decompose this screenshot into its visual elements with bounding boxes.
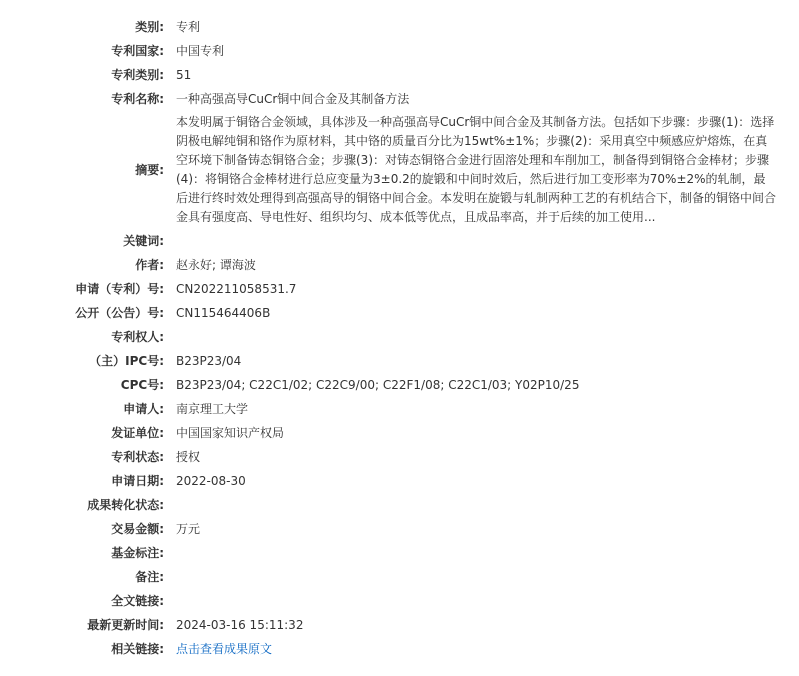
application-no-label: 申请（专利）号: [75, 282, 164, 296]
issuing-unit-label: 发证单位: [111, 426, 164, 440]
transaction-amount-label: 交易金额: [111, 522, 164, 536]
applicant-label: 申请人: [123, 402, 164, 416]
transfer-status-label: 成果转化状态: [87, 498, 164, 512]
row-keywords [0, 229, 799, 253]
patent-name-label: 专利名称: [111, 92, 164, 106]
row-transfer-status [0, 493, 799, 517]
main-ipc-value: B23P23/04 [176, 354, 242, 368]
publication-no-label: 公开（公告）号: [75, 306, 164, 320]
row-application-date [0, 469, 799, 493]
row-authors [0, 253, 799, 277]
patent-name-value: 一种高强高导CuCr铜中间合金及其制备方法 [176, 92, 410, 106]
fund-note-label: 基金标注: [111, 546, 164, 560]
category-value: 专利 [176, 20, 201, 34]
cpc-value: B23P23/04; C22C1/02; C22C9/00; C22F1/08; C22C1/03; Y02P10/25 [176, 378, 580, 392]
patent-type-value: 51 [176, 68, 192, 82]
authors-label: 作者: [135, 258, 164, 272]
row-abstract [0, 111, 799, 229]
patent-status-value: 授权 [176, 450, 201, 464]
application-date-value: 2022-08-30 [176, 474, 246, 488]
row-application-no [0, 277, 799, 301]
row-country [0, 39, 799, 63]
last-updated-value: 2024-03-16 15:11:32 [176, 618, 304, 632]
country-value: 中国专利 [176, 44, 225, 58]
row-related-link [0, 637, 799, 661]
keywords-label: 关键词: [123, 234, 164, 248]
patent-status-label: 专利状态: [111, 450, 164, 464]
fulltext-link-label: 全文链接: [111, 594, 164, 608]
row-fund-note [0, 541, 799, 565]
patent-type-label: 专利类别: [111, 68, 164, 82]
transaction-amount-value: 万元 [176, 522, 201, 536]
row-patent-name [0, 87, 799, 111]
row-last-updated [0, 613, 799, 637]
application-date-label: 申请日期: [111, 474, 164, 488]
main-ipc-label: （主）IPC号: [89, 354, 164, 368]
publication-no-value: CN115464406B [176, 306, 271, 320]
row-applicant [0, 397, 799, 421]
patent-detail-table [0, 15, 799, 661]
patentee-label: 专利权人: [111, 330, 164, 344]
country-label: 专利国家: [111, 44, 164, 58]
row-remark [0, 565, 799, 589]
related-link-label: 相关链接: [111, 642, 164, 656]
row-fulltext-link [0, 589, 799, 613]
applicant-value: 南京理工大学 [176, 402, 249, 416]
row-cpc [0, 373, 799, 397]
application-no-value: CN202211058531.7 [176, 282, 297, 296]
view-original-link[interactable]: 点击查看成果原文 [176, 642, 273, 656]
row-transaction-amount [0, 517, 799, 541]
abstract-label: 摘要: [135, 163, 164, 177]
cpc-label: CPC号: [120, 378, 164, 392]
abstract-value: 本发明属于铜铬合金领域，具体涉及一种高强高导CuCr铜中间合金及其制备方法。包括如下步骤：步骤(1)：选择阴极电解纯铜和铬作为原材料，其中铬的质量百分比为15wt%±1%；步骤(2)：采用真空中频感应炉熔炼，在真空环境下制备铸态铜铬合金；步骤(3)：对铸态铜铬合金进行固溶处理和车削加工，制备得到铜铬合金棒材；步骤(4)：将铜铬合金棒材进行总应变量为3±0.2的旋锻和中间时效后，然后进行加工变形率为70%±2%的轧制，最后进行终时效处理得到高强高导的铜铬中间合金。本发明在旋锻与轧制两种工艺的有机结合下，制备的铜铬中间合金具有强度高、导电性好、组织均匀、成本低等优点，且成品率高，并于后续的加工使用... [176, 115, 777, 224]
issuing-unit-value: 中国国家知识产权局 [176, 426, 285, 440]
row-category [0, 15, 799, 39]
related-link-value [176, 637, 799, 661]
authors-value: 赵永好; 谭海波 [176, 258, 256, 272]
row-publication-no [0, 301, 799, 325]
row-issuing-unit [0, 421, 799, 445]
last-updated-label: 最新更新时间: [87, 618, 164, 632]
row-main-ipc [0, 349, 799, 373]
category-label: 类别: [135, 20, 164, 34]
row-patentee [0, 325, 799, 349]
remark-label: 备注: [135, 570, 164, 584]
row-patent-status [0, 445, 799, 469]
row-patent-type [0, 63, 799, 87]
